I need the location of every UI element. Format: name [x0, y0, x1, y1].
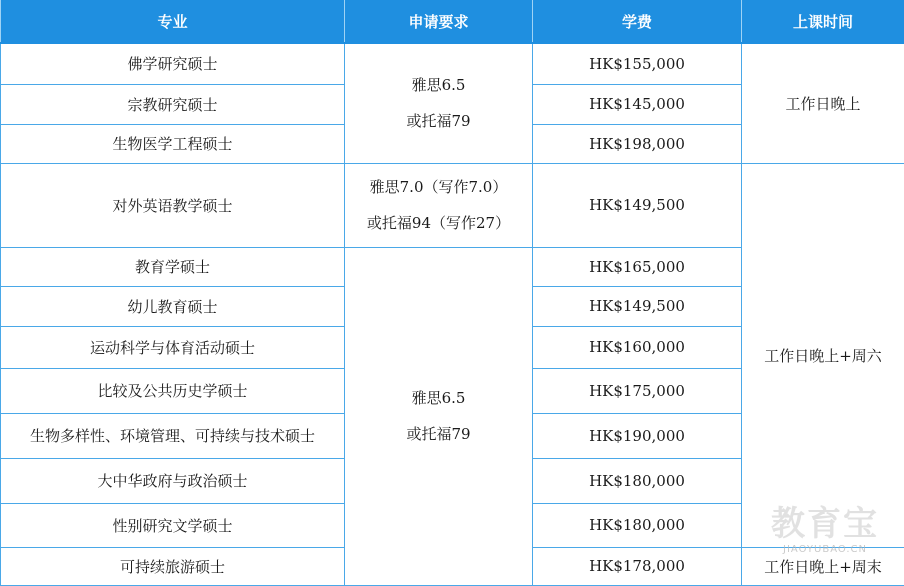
- tuition-cell: HK$178,000: [533, 547, 742, 585]
- watermark-text: 教育宝: [760, 504, 890, 544]
- tuition-cell: HK$145,000: [533, 84, 742, 124]
- schedule-cell-weekday-evening: 工作日晚上: [742, 43, 904, 163]
- tuition-cell: HK$149,500: [533, 163, 742, 247]
- major-cell: 教育学硕士: [1, 247, 345, 286]
- requirement-cell-group3: [345, 247, 533, 585]
- tuition-cell: HK$149,500: [533, 286, 742, 326]
- header-row: [1, 0, 904, 43]
- requirement-line: 雅思7.0（写作7.0）: [347, 169, 530, 205]
- major-cell: 宗教研究硕士: [1, 84, 345, 124]
- major-cell: 对外英语教学硕士: [1, 163, 345, 247]
- requirement-line: 雅思6.5: [347, 67, 530, 103]
- tuition-cell: HK$190,000: [533, 413, 742, 458]
- major-cell: 运动科学与体育活动硕士: [1, 326, 345, 368]
- table-row: [1, 43, 904, 84]
- requirement-cell-group2: [345, 163, 533, 247]
- tuition-cell: HK$160,000: [533, 326, 742, 368]
- requirement-line: 或托福79: [347, 416, 530, 452]
- header-major: 专业: [1, 0, 345, 43]
- header-requirement: 申请要求: [345, 0, 533, 43]
- header-tuition: 学费: [533, 0, 742, 43]
- major-cell: 佛学研究硕士: [1, 43, 345, 84]
- header-schedule: 上课时间: [742, 0, 904, 43]
- major-cell: 性别研究文学硕士: [1, 503, 345, 547]
- tuition-cell: HK$165,000: [533, 247, 742, 286]
- schedule-cell-weekday-evening-saturday: 工作日晚上+周六: [742, 163, 904, 547]
- tuition-cell: HK$198,000: [533, 124, 742, 163]
- major-cell: 生物医学工程硕士: [1, 124, 345, 163]
- major-cell: 可持续旅游硕士: [1, 547, 345, 585]
- watermark-url: JIAOYUBAO.CN: [760, 544, 890, 556]
- table-row: [1, 163, 904, 247]
- schedule-cell-weekday-evening-weekend: 工作日晚上+周末: [742, 547, 904, 585]
- requirement-line: 或托福79: [347, 103, 530, 139]
- major-cell: 大中华政府与政治硕士: [1, 458, 345, 503]
- tuition-cell: HK$180,000: [533, 458, 742, 503]
- requirement-line: 雅思6.5: [347, 380, 530, 416]
- requirement-line: 或托福94（写作27）: [347, 205, 530, 241]
- requirement-cell-group1: [345, 43, 533, 163]
- major-cell: 生物多样性、环境管理、可持续与技术硕士: [1, 413, 345, 458]
- tuition-cell: HK$155,000: [533, 43, 742, 84]
- major-cell: 比较及公共历史学硕士: [1, 368, 345, 413]
- tuition-cell: HK$175,000: [533, 368, 742, 413]
- tuition-cell: HK$180,000: [533, 503, 742, 547]
- major-cell: 幼儿教育硕士: [1, 286, 345, 326]
